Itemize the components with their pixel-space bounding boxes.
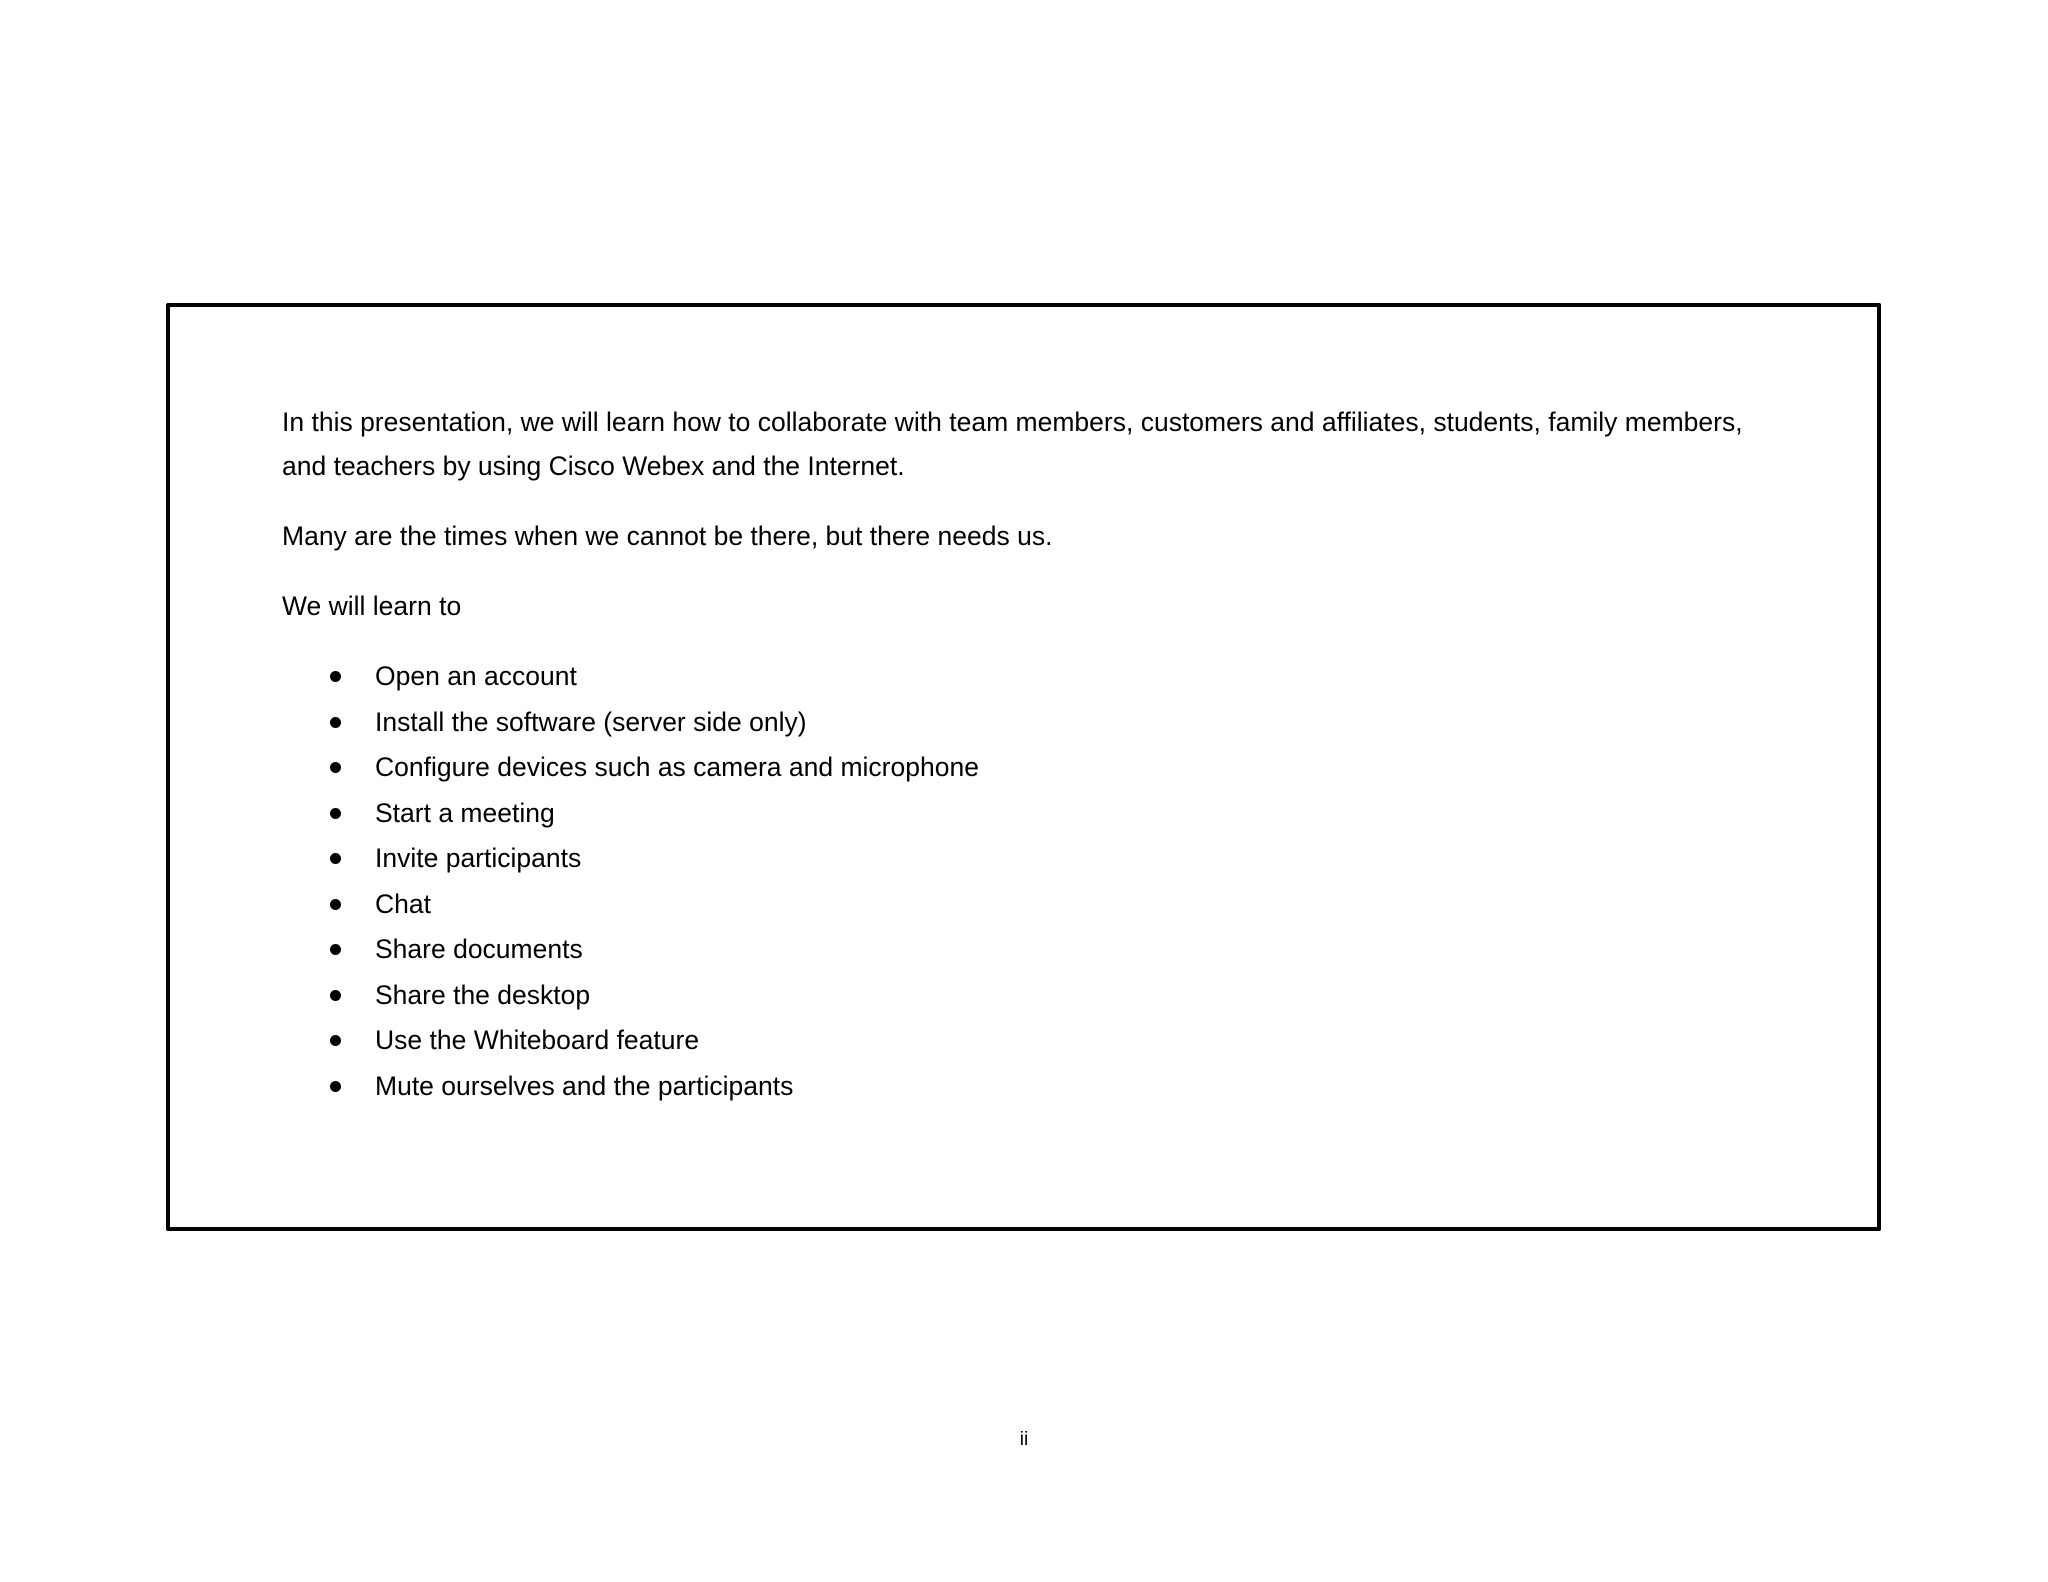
list-item-text: Invite participants	[375, 843, 582, 873]
bullet-icon	[330, 1081, 341, 1092]
list-item	[282, 654, 1792, 700]
list-item	[282, 745, 1792, 791]
list-item-text: Configure devices such as camera and microphone	[375, 752, 979, 782]
learning-objectives-list	[282, 654, 1792, 1109]
intro-paragraph: In this presentation, we will learn how to collaborate with team members, customers and affiliates, students, family members, and teachers by using Cisco Webex and the Internet.	[282, 407, 1743, 481]
bullet-icon	[330, 853, 341, 864]
list-item-text: Start a meeting	[375, 797, 555, 828]
list-intro-paragraph: We will learn to	[282, 591, 462, 621]
bullet-icon	[330, 762, 341, 773]
content-box	[166, 303, 1881, 1231]
list-item	[282, 1018, 1792, 1064]
bullet-icon	[330, 944, 341, 955]
bullet-icon	[330, 808, 341, 819]
list-item	[282, 882, 1792, 928]
list-item	[282, 700, 1792, 746]
list-item	[282, 927, 1792, 973]
list-item	[282, 836, 1792, 882]
bullet-icon	[330, 990, 341, 1001]
list-item	[282, 973, 1792, 1019]
bullet-icon	[330, 717, 341, 728]
list-item-text: Share documents	[375, 934, 583, 964]
bullet-icon	[330, 899, 341, 910]
page-number: ii	[1019, 1429, 1029, 1450]
list-item	[282, 791, 1792, 837]
context-paragraph: Many are the times when we cannot be there, but there needs us.	[282, 521, 1053, 551]
bullet-icon	[330, 671, 341, 682]
list-item-text: Share the desktop	[375, 979, 591, 1010]
bullet-icon	[330, 1035, 341, 1046]
list-item-text: Chat	[375, 888, 431, 919]
list-item	[282, 1064, 1792, 1110]
list-item-text: Use the Whiteboard feature	[375, 1025, 700, 1055]
content-body	[282, 400, 1792, 1109]
list-item-text: Open an account	[375, 661, 577, 691]
list-item-text: Mute ourselves and the participants	[375, 1070, 794, 1101]
list-item-text: Install the software (server side only)	[375, 706, 807, 737]
